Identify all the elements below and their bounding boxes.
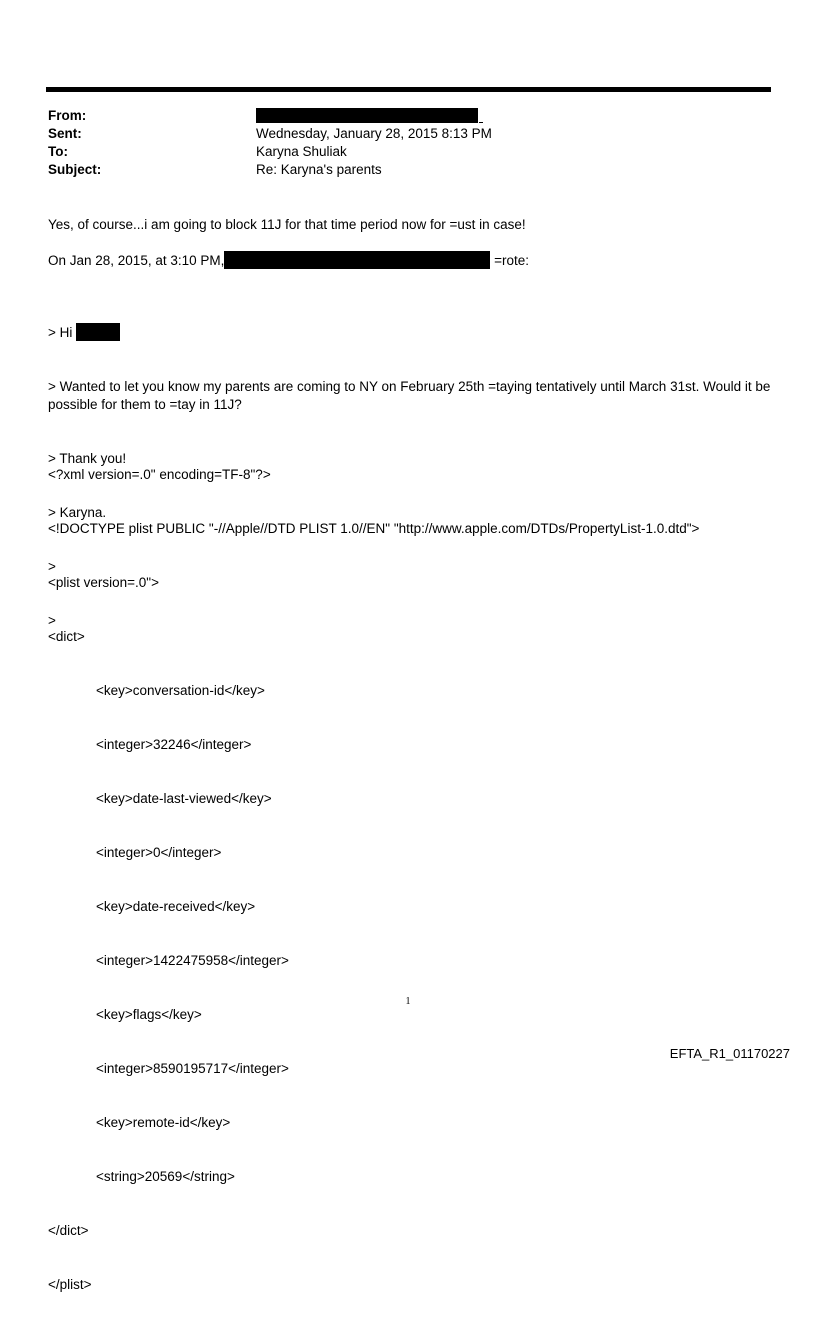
to-row [48,143,768,161]
xml-entry: <integer>0</integer> [96,845,222,860]
xml-line: </plist> [48,1277,92,1292]
to-label: To: [48,144,68,159]
xml-entry: <integer>8590195717</integer> [96,1061,289,1076]
subject-label: Subject: [48,162,102,177]
email-header [48,107,768,179]
quote-line: > Karyna. [48,505,107,520]
from-label: From: [48,108,87,123]
xml-entry: <key>date-last-viewed</key> [96,791,272,806]
quote-greeting: > Hi [48,323,773,342]
xml-line: <dict> [48,629,85,644]
xml-line: </dict> [48,1223,89,1238]
xml-entry: <string>20569</string> [96,1169,235,1184]
xml-line: <plist version=.0"> [48,575,159,590]
from-row [48,107,768,125]
redaction-block [224,251,490,269]
redaction-block [76,323,120,341]
quote-line: > [48,613,56,628]
attribution-prefix: On Jan 28, 2015, at 3:10 PM, [48,253,225,268]
xml-plist [48,430,773,1330]
subject-row [48,161,768,179]
redaction-underline [479,122,483,123]
xml-entry: <integer>1422475958</integer> [96,953,289,968]
quote-line: > Thank you! [48,451,127,466]
xml-entry: <key>conversation-id</key> [96,683,265,698]
xml-entry: <key>date-received</key> [96,899,256,914]
reply-text: Yes, of course...i am going to block 11J for that time period now for =ust in case! [48,217,526,232]
sent-value: Wednesday, January 28, 2015 8:13 PM [256,126,492,141]
xml-entry: <key>remote-id</key> [96,1115,231,1130]
bates-number: EFTA_R1_01170227 [669,1046,790,1061]
xml-entry: <key>flags</key> [96,1007,202,1022]
to-value: Karyna Shuliak [256,144,347,159]
quote-attribution [48,251,773,270]
sent-label: Sent: [48,126,82,141]
xml-entry: <integer>32246</integer> [96,737,252,752]
xml-line: <?xml version=.0" encoding=TF-8"?> [48,467,271,482]
subject-value: Re: Karyna's parents [256,162,382,177]
attribution-suffix: =rote: [490,253,530,268]
header-rule [46,87,771,92]
page-number: 1 [405,996,411,1007]
quote-line: > [48,559,56,574]
sent-row [48,125,768,143]
quote-line: > Wanted to let you know my parents are coming to NY on February 25th =taying tentatively until March 31st. Would it be possible for them to =tay in 11J? [48,379,775,412]
redaction-block [256,108,478,123]
from-value [256,107,768,125]
xml-line: <!DOCTYPE plist PUBLIC "-//Apple//DTD PLIST 1.0//EN" "http://www.apple.com/DTDs/PropertyList-1.0.dtd"> [48,521,700,536]
